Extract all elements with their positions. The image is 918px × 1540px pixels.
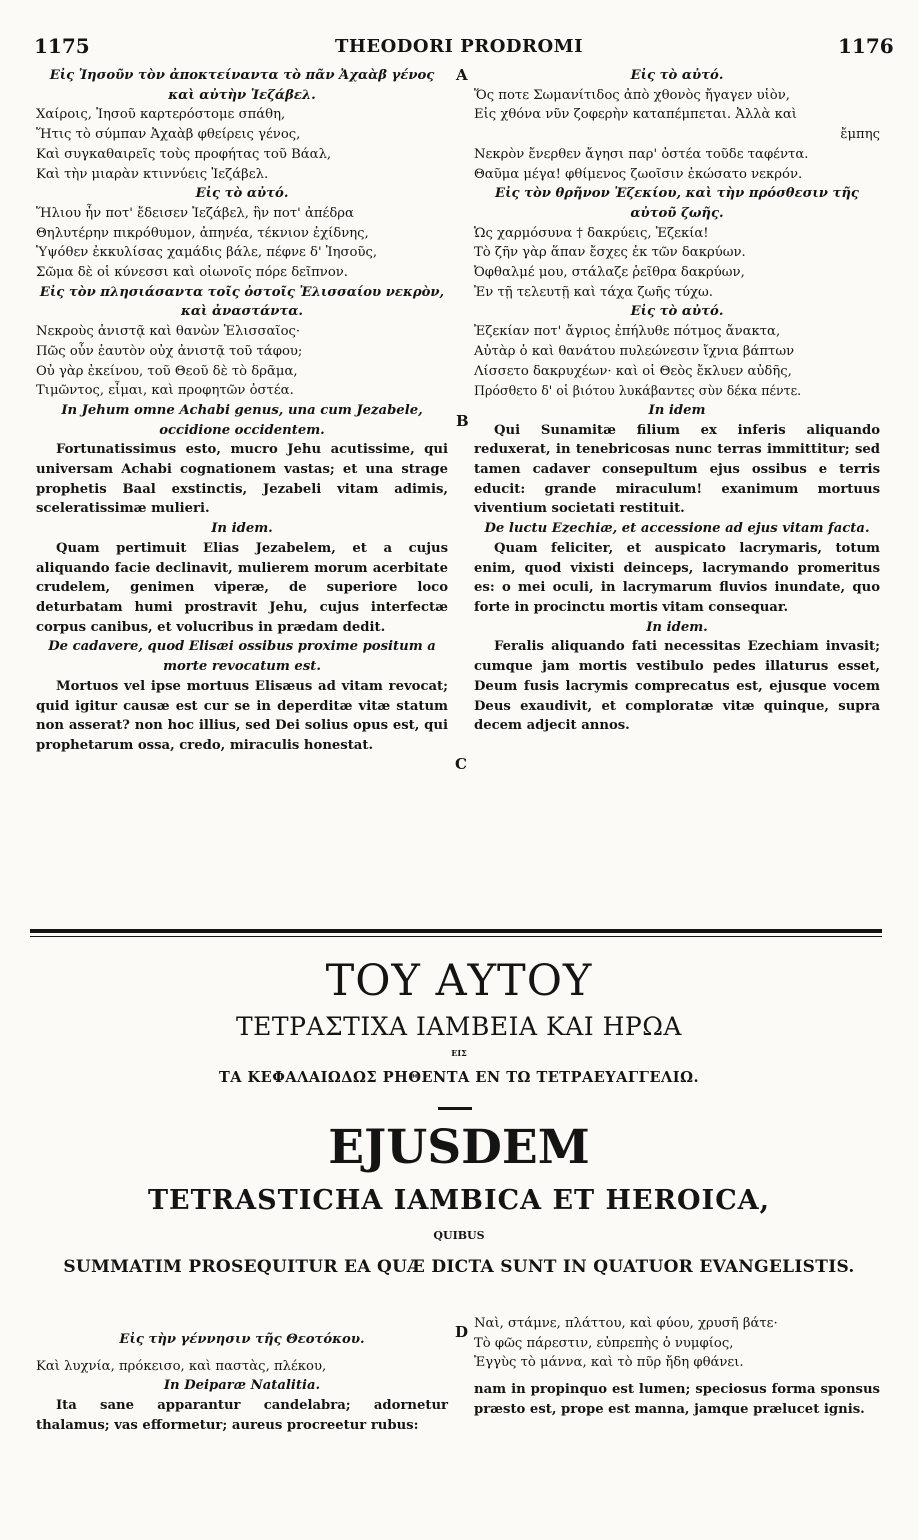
section-heading: De cadavere, quod Elisæi ossibus proxime positum a morte revocatum est.: [48, 639, 436, 675]
verse-line: Τιμῶντος, εἶμαι, καὶ προφητῶν ὀστέα.: [36, 383, 294, 399]
section-heading: In idem.: [646, 619, 708, 635]
section-heading: Εἰς τὸ αὐτό.: [630, 68, 724, 83]
verse-line: Πρόσθετο δ' οἱ βιότου λυκάβαντες σὺν δέκα πέντε.: [474, 383, 802, 399]
verse-line: Εἰς χθόνα νῦν ζοφερὴν καταπέμπεται. Ἀλλὰ καὶ: [474, 107, 797, 123]
divider-rule-thick: [30, 929, 882, 933]
margin-letter-a: A: [456, 66, 468, 84]
verse-line: Τὸ φῶς πάρεστιν, εὐπρεπὴς ὁ νυμφίος,: [474, 1335, 734, 1351]
page-number-left: 1175: [34, 34, 90, 58]
verse-line: Πῶς οὖν ἑαυτὸν οὐχ ἀνιστᾷ τοῦ τάφου;: [36, 343, 303, 359]
verse-line: Ὀφθαλμέ μου, στάλαζε ῥεῖθρα δακρύων,: [474, 265, 745, 281]
verse-line: Ὅς ποτε Σωμανίτιδος ἀπὸ χθονὸς ἤγαγεν υἱὸν,: [474, 87, 790, 103]
verse-line: Θαῦμα μέγα! φθίμενος ζωοῖσιν ἐκώσατο νεκρόν.: [474, 166, 803, 182]
section-heading: De luctu Ezechiæ, et accessione ad ejus vitam facta.: [484, 521, 870, 537]
latin-paragraph: Mortuos vel ipse mortuus Elisæus ad vitam revocat; quid igitur causæ est cur se in deperditæ vitæ statum non asserat? non hoc illius, sed Dei solius opus est, qui prophetarum ossa, credo, miraculis honestat.: [36, 678, 448, 753]
section-heading: In Jehum omne Achabi genus, una cum Jezabele, occidione occidentem.: [61, 402, 423, 438]
bottom-right-column: [474, 1314, 880, 1420]
divider-rule-thin: [30, 936, 882, 937]
latin-main-title: EJUSDEM: [328, 1120, 590, 1175]
verse-line: Ἐγγὺς τὸ μάννα, καὶ τὸ πῦρ ἤδη φθάνει.: [474, 1355, 744, 1371]
verse-line: Νεκροὺς ἀνιστᾷ καὶ θανὼν Ἐλισσαῖος·: [36, 324, 301, 340]
latin-title-line: SUMMATIM PROSEQUITUR EA QUÆ DICTA SUNT IN QUATUOR EVANGELISTIS.: [63, 1257, 855, 1277]
latin-subtitle: TETRASTICHA IAMBICA ET HEROICA,: [147, 1185, 771, 1216]
section-heading: In idem.: [211, 521, 273, 537]
section-heading: Εἰς τὸ αὐτό.: [630, 304, 724, 320]
title-dash: [438, 1107, 472, 1110]
verse-line: Ναὶ, στάμνε, πλάττου, καὶ φύου, χρυσῆ βάτε·: [474, 1316, 778, 1331]
bottom-left-column: [36, 1330, 448, 1436]
latin-paragraph: Feralis aliquando fati necessitas Ezechiam invasit; cumque jam mortis vestibulo pedes illaturus esset, Deum fusis lacrymis comprecatus est, ejusque vocem Deus exaudivit, et comploratæ vitæ quinque, supra decem adjecit annos.: [474, 639, 880, 734]
latin-paragraph: Ita sane apparantur candelabra; adornetur thalamus; vas efformetur; aureus procreetur rubus:: [36, 1398, 448, 1433]
margin-letter-d: D: [455, 1323, 469, 1341]
verse-line: Τὸ ζῆν γὰρ ἅπαν ἔσχες ἐκ τῶν δακρύων.: [474, 245, 746, 261]
verse-line: Οὐ γὰρ ἐκείνου, τοῦ Θεοῦ δὲ τὸ δρᾶμα,: [36, 363, 298, 379]
section-heading: Εἰς τὴν γέννησιν τῆς Θεοτόκου.: [119, 1332, 365, 1347]
latin-paragraph: Quam feliciter, et auspicato lacrymaris, totum enim, quod vixisti deinceps, lacrymando promeritus es: o mei oculi, in lacrymarum fluvios inundate, quo forte in procinctu mortis vitam consequar.: [474, 540, 880, 615]
latin-paragraph: Fortunatissimus esto, mucro Jehu acutissime, qui universam Achabi cognationem vastas; et una strage prophetis Baal exstinctis, Jezabeli vitam adimis, sceleratissimæ mulieri.: [36, 442, 448, 517]
latin-connector: QUIBUS: [433, 1229, 485, 1242]
verse-line: Ἥτις τὸ σύμπαν Ἀχαὰβ φθείρεις γένος,: [36, 127, 301, 143]
verse-line: Νεκρὸν ἔνερθεν ἄγησι παρ' ὀστέα τοῦδε ταφέντα.: [474, 146, 809, 162]
verse-line: Ἐν τῇ τελευτῇ καὶ τάχα ζωῆς τύχω.: [474, 284, 713, 300]
left-column: [36, 66, 448, 756]
verse-line: Ἥλιου ἦν ποτ' ἔδεισεν Ἰεζάβελ, ἣν ποτ' ἀπέδρα: [36, 205, 354, 221]
greek-main-title: ΤΟΥ ΑΥΤΟΥ: [325, 956, 593, 1006]
latin-paragraph: Quam pertimuit Elias Jezabelem, et a cujus aliquando facie declinavit, mulierem morum acerbitate crudelem, genimen viperæ, de superiore loco deturbatam humi prostravit Jehu, cujus interfectæ corpus canibus, et volucribus in prædam dedit.: [36, 540, 448, 635]
verse-line: Καὶ συγκαθαιρεῖς τοὺς προφήτας τοῦ Βάαλ,: [36, 146, 332, 162]
section-heading: Εἰς Ἰησοῦν τὸν ἀποκτείναντα τὸ πᾶν Ἀχαὰβ γένος καὶ αὐτὴν Ἰεζάβελ.: [49, 68, 435, 103]
margin-letter-b: B: [456, 412, 469, 430]
verse-line: Θηλυτέρην πικρόθυμον, ἀπηνέα, τέκνιον ἐχίδνης,: [36, 225, 369, 241]
verse-line: Χαίροις, Ἰησοῦ καρτερόστομε σπάθη,: [36, 107, 286, 123]
section-heading: Εἰς τὸν θρῆνον Ἐζεκίου, καὶ τὴν πρόσθεσιν τῆς αὐτοῦ ζωῆς.: [495, 186, 859, 221]
verse-line: Αὐτὰρ ὁ καὶ θανάτου πυλεώνεσιν ἴχνια βάπτων: [474, 343, 795, 359]
verse-line: Λίσσετο δακρυχέων· καὶ οἱ Θεὸς ἔκλυεν αὐδῆς,: [474, 363, 792, 379]
latin-paragraph: Qui Sunamitæ filium ex inferis aliquando reduxerat, in tenebricosas nunc terras immittitur; sed tamen cadaver consepultum ejus ossibus e terris educit: grande miraculum! exanimum mortuus viventium societati restituit.: [474, 422, 880, 517]
running-title: THEODORI PRODROMI: [334, 36, 583, 57]
verse-line: Ὑψόθεν ἐκκυλίσας χαμάδις βάλε, πέφνε δ' Ἰησοῦς,: [36, 245, 378, 261]
verse-line: Ἐζεκίαν ποτ' ἄγριος ἐπήλυθε πότμος ἄνακτα,: [474, 324, 781, 340]
section-heading: In Deiparæ Natalitia.: [163, 1378, 321, 1394]
verse-line: ἔμπης: [840, 127, 880, 143]
greek-subtitle: ΤΕΤΡΑΣΤΙΧΑ ΙΑΜΒΕΙΑ ΚΑΙ ΗΡΩΑ: [236, 1012, 682, 1041]
verse-line: Καὶ τὴν μιαρὰν κτιννύεις Ἰεζάβελ.: [36, 166, 269, 182]
section-heading: Εἰς τὸν πλησιάσαντα τοῖς ὀστοῖς Ἐλισσαίου νεκρὸν, καὶ ἀναστάντα.: [39, 284, 445, 320]
verse-line: Καὶ λυχνία, πρόκεισο, καὶ παστὰς, πλέκου,: [36, 1358, 327, 1374]
greek-title-line: ΤΑ ΚΕΦΑΛΑΙΩΔΩΣ ΡΗΘΕΝΤΑ ΕΝ ΤΩ ΤΕΤΡΑΕΥΑΓΓΕΛΙΩ.: [218, 1069, 700, 1086]
page-number-right: 1176: [838, 34, 894, 58]
verse-line: Σῶμα δὲ οἱ κύνεσσι καὶ οἰωνοῖς πόρε δεῖπνον.: [36, 265, 348, 281]
right-column: [474, 66, 880, 736]
greek-connector: ΕΙΣ: [451, 1048, 467, 1058]
section-heading: In idem: [648, 402, 706, 418]
verse-line: Ὡς χαρμόσυνα † δακρύεις, Ἐζεκία!: [474, 225, 709, 241]
margin-letter-c: C: [455, 755, 467, 773]
section-heading: Εἰς τὸ αὐτό.: [195, 186, 289, 202]
latin-paragraph: nam in propinquo est lumen; speciosus forma sponsus præsto est, prope est manna, jamque prælucet ignis.: [474, 1382, 880, 1417]
